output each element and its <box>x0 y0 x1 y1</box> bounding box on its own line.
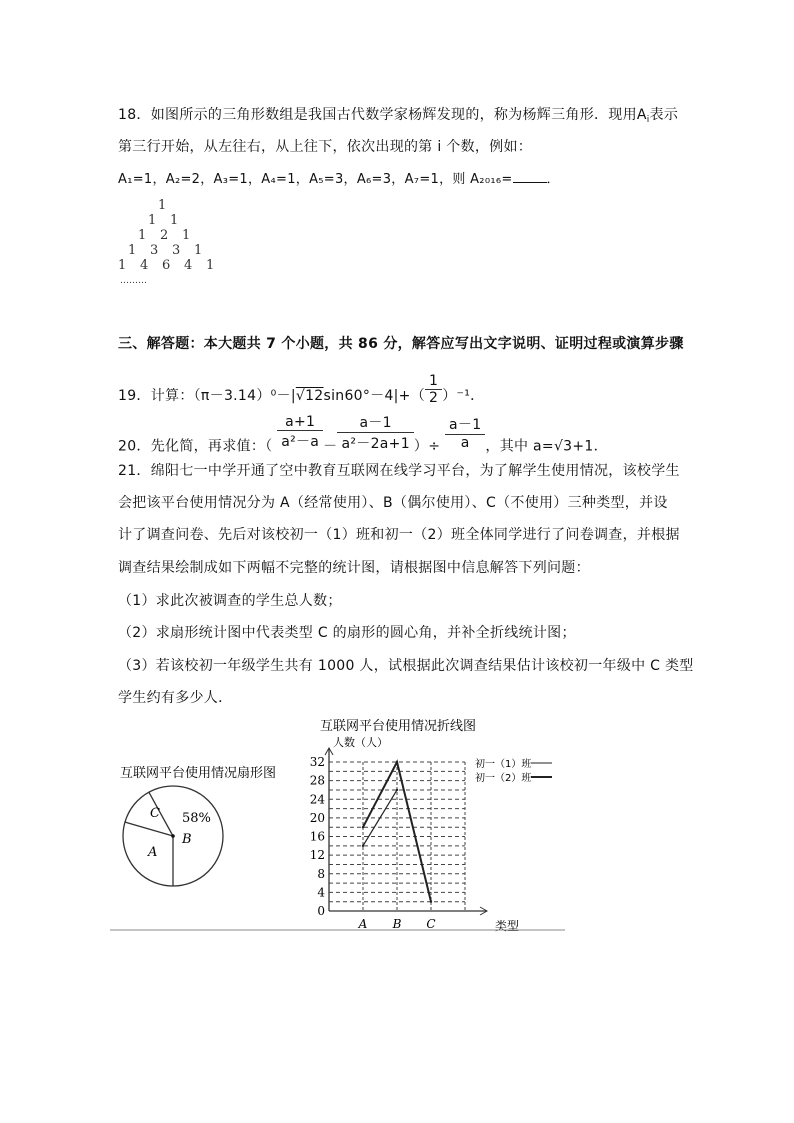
q21-line: 调查结果绘制成如下两幅不完整的统计图，请根据图中信息解答下列问题： <box>118 560 590 576</box>
q21-line: 学生约有多少人． <box>118 690 233 706</box>
pie-label-C: C <box>150 806 160 821</box>
y-tick-label: 32 <box>309 755 325 769</box>
triangle-number: 1 <box>128 243 137 258</box>
pie-label-B: B <box>182 832 192 847</box>
legend-label: 初一（1）班 <box>475 759 532 770</box>
q19: 19．计算：（π－3.14）⁰－|√12sin60°－4|+（ $\frac{1}{2}$ ）⁻¹． <box>118 373 485 406</box>
charts-figure <box>110 710 570 940</box>
data-point <box>362 845 364 847</box>
pie-title: 互联网平台使用情况扇形图 <box>120 766 277 781</box>
pie-chart <box>123 786 223 886</box>
q18-examples: A₁=1，A₂=2，A₃=1，A₄=1，A₅=3，A₆=3，A₇=1，则 A₂₀₁₆= ． <box>118 172 560 187</box>
triangle-number: 1 <box>148 213 157 228</box>
triangle-number: 4 <box>140 258 149 273</box>
pie-center <box>171 834 175 838</box>
triangle-number: 1 <box>170 213 179 228</box>
y-tick-label: 0 <box>317 904 325 918</box>
data-point <box>362 826 364 828</box>
x-axis-label: 类型 <box>495 919 520 933</box>
triangle-number: 3 <box>172 243 181 258</box>
line-chart <box>310 748 552 931</box>
triangle-number: 1 <box>118 258 127 273</box>
triangle-number: 1 <box>138 228 147 243</box>
triangle-number: 1 <box>158 198 167 213</box>
triangle-number: 3 <box>150 243 159 258</box>
y-tick-label: 8 <box>317 866 325 881</box>
triangle-number: 1 <box>182 228 191 243</box>
triangle-number: 6 <box>162 258 171 273</box>
q21-line: 会把该平台使用情况分为 A（经常使用）、B（偶尔使用）、C（不使用）三种类型，并设 <box>118 495 668 511</box>
x-tick-label: C <box>426 917 436 931</box>
x-tick-label: B <box>392 917 402 931</box>
q21-line: （1）求此次被调查的学生总人数； <box>118 593 342 609</box>
triangle-number: 1 <box>194 243 203 258</box>
yang-hui-triangle <box>118 198 218 293</box>
triangle-number: 1 <box>206 258 215 273</box>
y-tick-label: 12 <box>309 848 325 863</box>
y-tick-label: 16 <box>309 829 325 844</box>
q21-line: 计了调查问卷、先后对该校初一（1）班和初一（2）班全体同学进行了问卷调查，并根据 <box>118 527 680 543</box>
q21-line: （2）求扇形统计图中代表类型 C 的扇形的圆心角，并补全折线统计图； <box>118 625 576 641</box>
pie-label-A: A <box>148 845 158 860</box>
y-tick-label: 24 <box>309 792 325 807</box>
data-point <box>396 761 398 763</box>
x-tick-label: A <box>358 917 368 931</box>
y-axis-label: 人数（人） <box>333 736 388 749</box>
q21-line: （3）若该校初一年级学生共有 1000 人，试根据此次调查结果估计该校初一年级中 C 类型 <box>118 658 694 674</box>
line-chart-title: 互联网平台使用情况折线图 <box>320 719 477 734</box>
y-tick-label: 28 <box>309 773 325 788</box>
q21-line: 21．绵阳七一中学开通了空中教育互联网在线学习平台，为了解学生使用情况，该校学生 <box>118 463 680 479</box>
data-point <box>430 900 432 902</box>
y-tick-label: 20 <box>309 810 325 825</box>
data-point <box>396 789 398 791</box>
section-heading: 三、解答题：本大题共 7 个小题，共 86 分，解答应写出文字说明、证明过程或演算步骤 <box>118 336 684 352</box>
answer-blank <box>513 170 547 183</box>
legend-label: 初一（2）班 <box>475 773 532 784</box>
q18-line2: 第三行开始，从左往右，从上往下，依次出现的第 i 个数，例如： <box>118 139 533 155</box>
triangle-number: 2 <box>160 228 169 243</box>
triangle-number: 4 <box>184 258 193 273</box>
y-tick-label: 4 <box>317 885 325 900</box>
triangle-ellipsis: ……… <box>120 276 147 286</box>
pie-percent-label: 58% <box>182 811 211 826</box>
q18-line1: 18．如图所示的三角形数组是我国古代数学家杨辉发现的，称为杨辉三角形．现用$A_i$表示 <box>118 107 679 125</box>
q20: 20．先化简，再求值：（ $\frac{a+1}{\text{a²－a}}$ － $\frac{a-1}{\text{a²－2a+1}}$ ）÷ $\frac{a-1}{a}$ ，其中 a=√3+1． <box>118 414 608 455</box>
